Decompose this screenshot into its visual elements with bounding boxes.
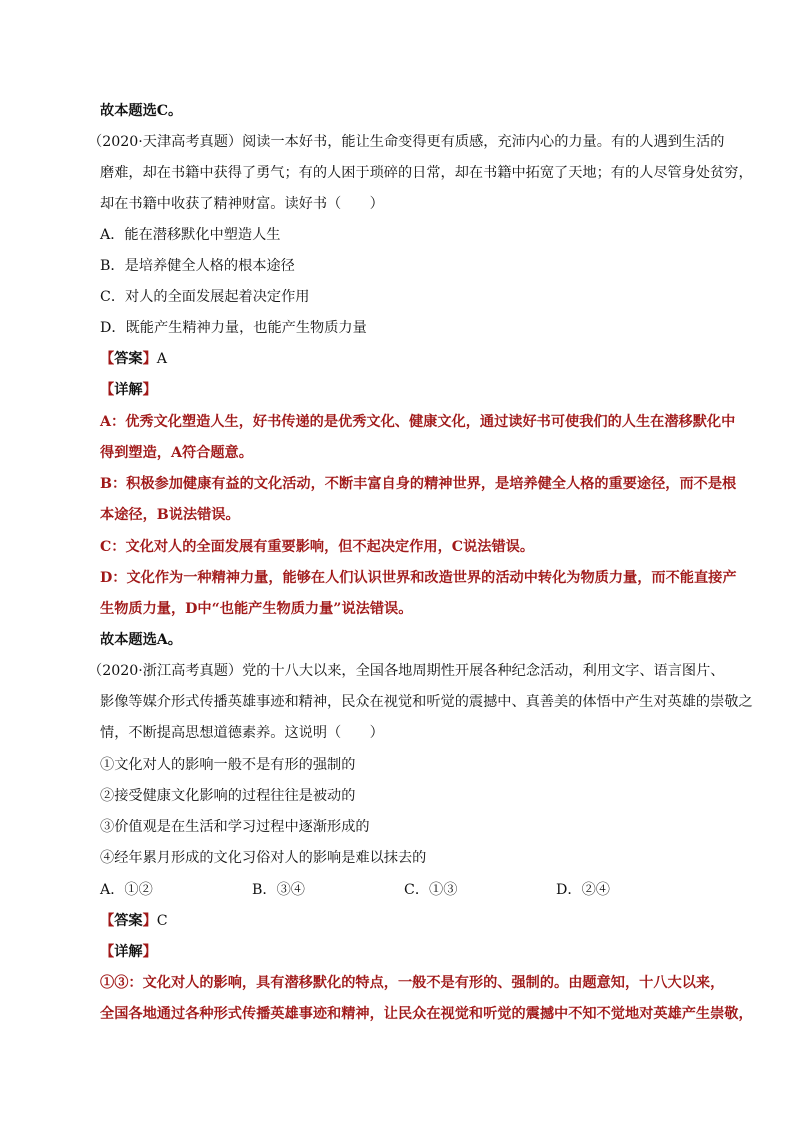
- q1-stem-line-2: 磨难，却在书籍中获得了勇气；有的人困于琐碎的日常，却在书籍中拓宽了天地；有的人尽管身处贫穷，: [100, 165, 753, 181]
- q2-explanation-line-2: 全国各地通过各种形式传播英雄事迹和精神，让民众在视觉和听觉的震撼中不知不觉地对英雄产生崇敬，: [100, 1006, 753, 1022]
- q2-statement-4: ④经年累月形成的文化习俗对人的影响是难以抹去的: [100, 850, 427, 866]
- q2-explanation-line-1: ①③：文化对人的影响，具有潜移默化的特点，一般不是有形的、强制的。由题意知，十八大以来，: [100, 975, 725, 991]
- q1-explanation-line-2: 得到塑造，A符合题意。: [100, 445, 253, 461]
- bracket-close: 】: [142, 351, 157, 367]
- bracket-open: 【: [100, 944, 115, 960]
- q1-explanation-line-6: D：文化作为一种精神力量，能够在人们认识世界和改造世界的活动中转化为物质力量，而不能直接产: [100, 570, 737, 586]
- q2-statement-3: ③价值观是在生活和学习过程中逐渐形成的: [100, 819, 370, 835]
- q1-option-b: B．是培养健全人格的根本途径: [100, 258, 295, 274]
- q1-option-a: A．能在潜移默化中塑造人生: [100, 227, 281, 243]
- detail-label: 详解: [114, 382, 143, 398]
- q2-statement-2: ②接受健康文化影响的过程往往是被动的: [100, 788, 356, 804]
- q2-options: [100, 880, 720, 900]
- q2-stem-line-2: 影像等媒介形式传播英雄事迹和精神，民众在视觉和听觉的震撼中、真善美的体悟中产生对英雄的崇敬之: [100, 694, 753, 710]
- q1-explanation-line-1: A：优秀文化塑造人生，好书传递的是优秀文化、健康文化，通过读好书可使我们的人生在潜移默化中: [100, 414, 736, 430]
- answer-value: C: [156, 913, 168, 929]
- bracket-open: 【: [100, 382, 115, 398]
- detail-label: 详解: [114, 944, 143, 960]
- q2-option-a: A．①②: [100, 882, 153, 898]
- q2-stem-line-3: 情，不断提高思想道德素养。这说明（ ）: [100, 725, 384, 741]
- q1-explanation-line-4: 本途径，B说法错误。: [100, 507, 240, 523]
- q1-stem-line-3: 却在书籍中收获了精神财富。读好书（ ）: [100, 196, 384, 212]
- q2-detail-heading: [100, 942, 720, 962]
- bracket-open: 【: [100, 351, 115, 367]
- bracket-close: 】: [142, 382, 157, 398]
- answer-label: 答案: [114, 351, 143, 367]
- q1-answer: [100, 349, 720, 369]
- answer-value: A: [156, 351, 168, 367]
- q1-stem-line-1: （2020·天津高考真题）阅读一本好书，能让生命变得更有质感，充沛内心的力量。有的人遇到生活的: [88, 134, 725, 150]
- conclusion-previous: 故本题选C。: [100, 103, 183, 119]
- q2-statement-1: ①文化对人的影响一般不是有形的强制的: [100, 757, 356, 773]
- q1-conclusion: 故本题选A。: [100, 632, 182, 648]
- answer-label: 答案: [114, 913, 143, 929]
- q2-option-b: B．③④: [252, 882, 305, 898]
- q1-explanation-line-3: B：积极参加健康有益的文化活动，不断丰富自身的精神世界，是培养健全人格的重要途径，而不是根: [100, 476, 737, 492]
- q1-explanation-line-7: 生物质力量，D中“也能产生物质力量”说法错误。: [100, 601, 413, 617]
- q1-explanation-line-5: C：文化对人的全面发展有重要影响，但不起决定作用，C说法错误。: [100, 539, 535, 555]
- q1-detail-heading: [100, 380, 720, 400]
- bracket-close: 】: [142, 944, 157, 960]
- q1-option-d: D．既能产生精神力量，也能产生物质力量: [100, 320, 367, 336]
- bracket-open: 【: [100, 913, 115, 929]
- bracket-close: 】: [142, 913, 157, 929]
- q2-option-c: C．①③: [404, 882, 458, 898]
- q1-option-c: C．对人的全面发展起着决定作用: [100, 289, 310, 305]
- q2-option-d: D．②④: [556, 882, 610, 898]
- q2-answer: [100, 911, 720, 931]
- q2-stem-line-1: （2020·浙江高考真题）党的十八大以来，全国各地周期性开展各种纪念活动，利用文字、语言图片、: [88, 663, 725, 679]
